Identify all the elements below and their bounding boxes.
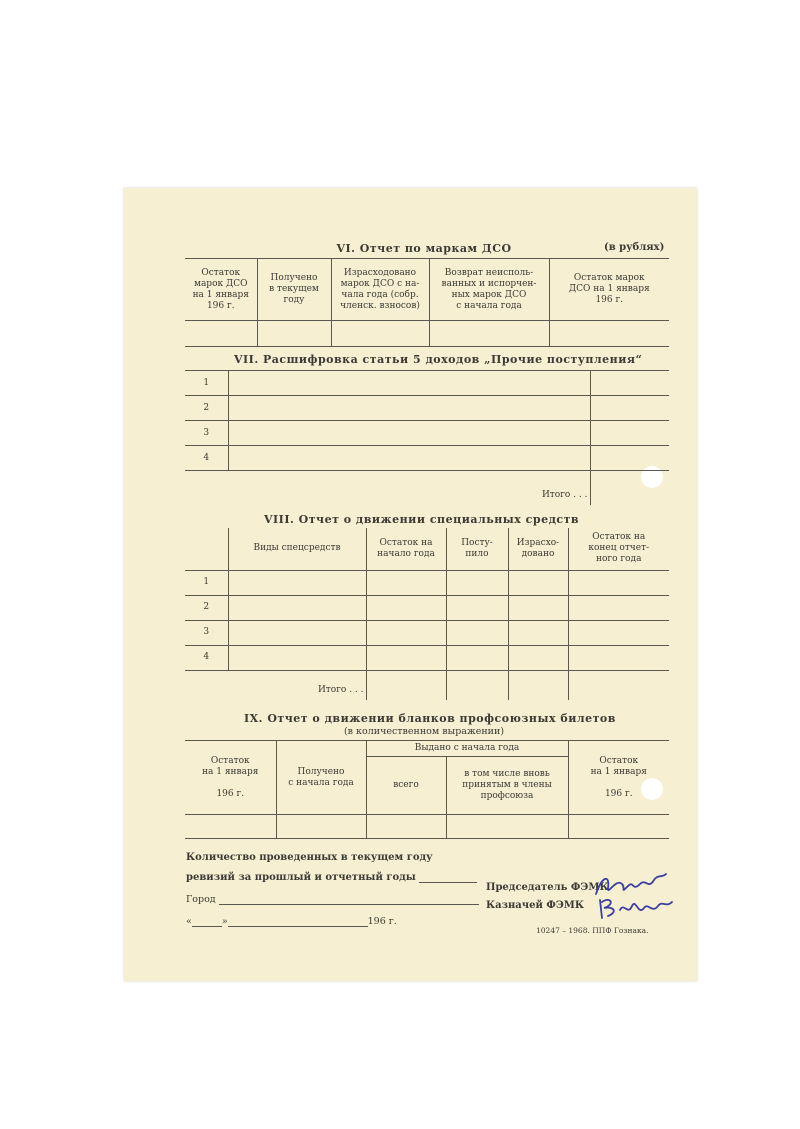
- s8-total-cell[interactable]: [366, 670, 446, 700]
- s6-value-end[interactable]: [549, 321, 669, 347]
- audits-label-line1: Количество проведенных в текущем году: [186, 852, 433, 863]
- s6-header-returned: Возврат неисполь- ванных и испорчен- ных марок ДСО с начала года: [429, 259, 549, 321]
- s9-header-received: Получено с начала года: [276, 741, 366, 815]
- date-line: « » 196 г.: [186, 916, 397, 927]
- section8-title: VIII. Отчет о движении специальных средств: [264, 513, 580, 526]
- date-day-field[interactable]: [192, 917, 222, 927]
- s8-cell[interactable]: [568, 620, 669, 645]
- treasurer-signature: [594, 892, 676, 926]
- s7-row-description[interactable]: [228, 396, 590, 421]
- s9-value-new[interactable]: [446, 815, 568, 839]
- s8-header-spent: Израсхо- довано: [508, 528, 568, 570]
- s6-header-received: Получено в текущем году: [257, 259, 331, 321]
- s8-cell[interactable]: [366, 570, 446, 595]
- s8-cell[interactable]: [228, 570, 366, 595]
- s9-value-total[interactable]: [366, 815, 446, 839]
- s6-value-spent[interactable]: [331, 321, 429, 347]
- s9-value-start[interactable]: [185, 815, 276, 839]
- section7-title: VII. Расшифровка статьи 5 доходов „Прочие поступления“: [234, 353, 643, 366]
- section9-subtitle: (в количественном выражении): [343, 726, 505, 737]
- section9-table: [185, 740, 669, 839]
- date-month-field[interactable]: [228, 917, 368, 927]
- form-sheet: [124, 188, 697, 981]
- chairman-label: Председатель ФЭМК: [486, 882, 609, 893]
- s7-row-number: 4: [185, 446, 228, 471]
- s9-value-received[interactable]: [276, 815, 366, 839]
- s6-header-start: Остаток марок ДСО на 1 января 196 г.: [185, 259, 257, 321]
- s8-cell[interactable]: [508, 570, 568, 595]
- s8-cell[interactable]: [508, 645, 568, 670]
- section6-title: VI. Отчет по маркам ДСО: [336, 242, 512, 255]
- audits-label-line2: ревизий за прошлый и отчетный годы: [186, 872, 477, 883]
- section6-unit-note: (в рублях): [604, 242, 665, 253]
- s7-row-amount[interactable]: [590, 396, 669, 421]
- s8-total-label: Итого . . .: [317, 685, 364, 695]
- s8-row-number: 1: [185, 570, 228, 595]
- s8-cell[interactable]: [366, 595, 446, 620]
- print-info: 10247 – 1968. ППФ Гознака.: [536, 926, 649, 935]
- s7-row-amount[interactable]: [590, 446, 669, 471]
- audits-count-field[interactable]: [419, 873, 477, 883]
- s7-row-description[interactable]: [228, 446, 590, 471]
- s9-header-start: Остаток на 1 января 196 г.: [185, 741, 276, 815]
- s8-header-end: Остаток на конец отчет- ного года: [568, 528, 669, 570]
- s9-header-new-members: в том числе вновь принятым в члены профсоюза: [446, 757, 568, 815]
- s6-value-start[interactable]: [185, 321, 257, 347]
- city-label: Город: [186, 894, 479, 905]
- treasurer-label: Казначей ФЭМК: [486, 900, 584, 911]
- s8-header-start: Остаток на начало года: [366, 528, 446, 570]
- section9-title: IX. Отчет о движении бланков профсоюзных билетов: [244, 712, 616, 725]
- s7-row-amount[interactable]: [590, 421, 669, 446]
- s9-value-end[interactable]: [568, 815, 669, 839]
- s8-row-number: 3: [185, 620, 228, 645]
- s8-cell[interactable]: [568, 570, 669, 595]
- s9-header-total: всего: [366, 757, 446, 815]
- s7-total-label: Итого . . .: [541, 489, 588, 500]
- s7-row-number: 3: [185, 421, 228, 446]
- s8-cell[interactable]: [228, 620, 366, 645]
- s7-total-amount[interactable]: [590, 471, 669, 505]
- s8-cell[interactable]: [508, 595, 568, 620]
- s7-row-number: 1: [185, 371, 228, 396]
- s6-header-end: Остаток марок ДСО на 1 января 196 г.: [549, 259, 669, 321]
- s8-cell[interactable]: [366, 645, 446, 670]
- s8-cell[interactable]: [446, 620, 508, 645]
- s7-row-description[interactable]: [228, 371, 590, 396]
- s7-row-number: 2: [185, 396, 228, 421]
- s8-total-cell[interactable]: [508, 670, 568, 700]
- s8-cell[interactable]: [446, 570, 508, 595]
- s8-cell[interactable]: [446, 645, 508, 670]
- s8-cell[interactable]: [446, 595, 508, 620]
- s8-cell[interactable]: [568, 595, 669, 620]
- s8-cell[interactable]: [366, 620, 446, 645]
- s7-row-description[interactable]: [228, 421, 590, 446]
- s9-header-end: Остаток на 1 января 196 г.: [568, 741, 669, 815]
- s8-cell[interactable]: [568, 645, 669, 670]
- section8-table: [185, 528, 669, 700]
- s6-value-returned[interactable]: [429, 321, 549, 347]
- s6-header-spent: Израсходовано марок ДСО с на- чала года (собр. членск. взносов): [331, 259, 429, 321]
- s8-total-cell[interactable]: [446, 670, 508, 700]
- s8-row-number: 4: [185, 645, 228, 670]
- section6-table: [185, 258, 669, 347]
- section7-table: [185, 370, 669, 505]
- city-field[interactable]: [219, 895, 479, 905]
- s9-header-issued: Выдано с начала года: [366, 741, 568, 757]
- s8-header-received: Посту- пило: [446, 528, 508, 570]
- s8-header-kinds: Виды спецсредств: [228, 528, 366, 570]
- s8-cell[interactable]: [228, 645, 366, 670]
- s8-cell[interactable]: [508, 620, 568, 645]
- s8-row-number: 2: [185, 595, 228, 620]
- s7-row-amount[interactable]: [590, 371, 669, 396]
- s6-value-received[interactable]: [257, 321, 331, 347]
- s8-total-cell[interactable]: [568, 670, 669, 700]
- s8-cell[interactable]: [228, 595, 366, 620]
